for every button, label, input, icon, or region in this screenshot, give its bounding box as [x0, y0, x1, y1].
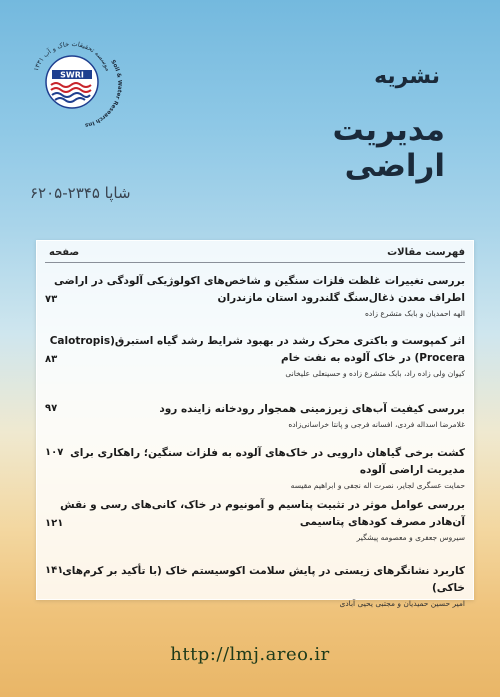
article-page: ۹۷ [45, 403, 58, 414]
article-authors: الهه احمدیان و بابک متشرع زاده [365, 309, 465, 318]
logo-acronym: SWRI [60, 70, 84, 80]
journal-label: نشریه [374, 64, 440, 89]
article-title: بررسی تغییرات غلظت فلزات سنگین و شاخص‌های اکولوژیکی آلودگی در اراضی اطراف معدن ذغال‌سنگ گلندرود استان مازندران [54, 275, 465, 304]
journal-url[interactable]: http://lmj.areo.ir [170, 644, 330, 665]
article-title: بررسی عوامل موثر در تثبیت پتاسیم و آمونیوم در خاک، کانی‌های رسی و نقش آن‌هادر مصرف کودهای پتاسیمی [60, 499, 465, 528]
toc-page-label: صفحه [49, 247, 80, 258]
swri-emblem-icon [22, 30, 122, 130]
toc-article[interactable] [45, 497, 465, 543]
swri-logo [22, 30, 122, 130]
toc-article[interactable] [45, 445, 465, 491]
article-authors: غلامرضا اسداله فردی، افسانه فرجی و پانتا خراسانی‌زاده [288, 420, 465, 429]
article-title: بررسی کیفیت آب‌های زیرزمینی همجوار رودخانه زاینده رود [159, 403, 465, 415]
article-page: ۱۴۱ [45, 565, 64, 576]
logo-side-text: Soil & Water Research Ins [84, 59, 122, 128]
toc-title: فهرست مقالات [387, 247, 465, 258]
toc-article[interactable] [45, 563, 465, 609]
article-page: ۸۳ [45, 354, 58, 365]
article-page: ۱۰۷ [45, 447, 64, 458]
article-page: ۷۳ [45, 294, 58, 305]
article-title: کاربرد نشانگرهای زیستی در پایش سلامت اکوسیستم خاک (با تأکید بر کرم‌های خاکی) [62, 565, 465, 594]
table-of-contents [36, 240, 474, 608]
article-page: ۱۲۱ [45, 518, 64, 529]
article-authors: امیر حسین حمیدیان و مجتبی یحیی آبادی [339, 599, 465, 608]
article-authors: سیروس جعفری و معصومه پیشگیر [356, 533, 465, 542]
toc-header [45, 247, 465, 263]
toc-article[interactable] [45, 273, 465, 319]
toc-article[interactable] [45, 401, 465, 430]
toc-article[interactable] [45, 333, 465, 379]
article-authors: حمایت عسگری لجایر، نصرت اله نجفی و ابراهیم مقیسه [290, 481, 465, 490]
journal-title: مدیریت اراضی [332, 112, 445, 184]
logo-arc-text: موسسه تحقیقات خاک و آب ۱۳۳۱ [31, 39, 113, 73]
issn-number: شاپا ۲۳۴۵-۶۲۰۵ [30, 184, 131, 202]
article-title: اثر کمپوست و باکتری محرک رشد در بهبود شرایط رشد گیاه استبرق(Calotropis Procera) در خاک آلوده به نفت خام [49, 335, 465, 364]
article-title: کشت برخی گیاهان دارویی در خاک‌های آلوده به فلزات سنگین؛ راهکاری برای مدیریت اراضی آلوده [70, 447, 465, 476]
article-authors: کیوان ولی زاده راد، بابک متشرع زاده و حسینعلی علیخانی [285, 369, 465, 378]
